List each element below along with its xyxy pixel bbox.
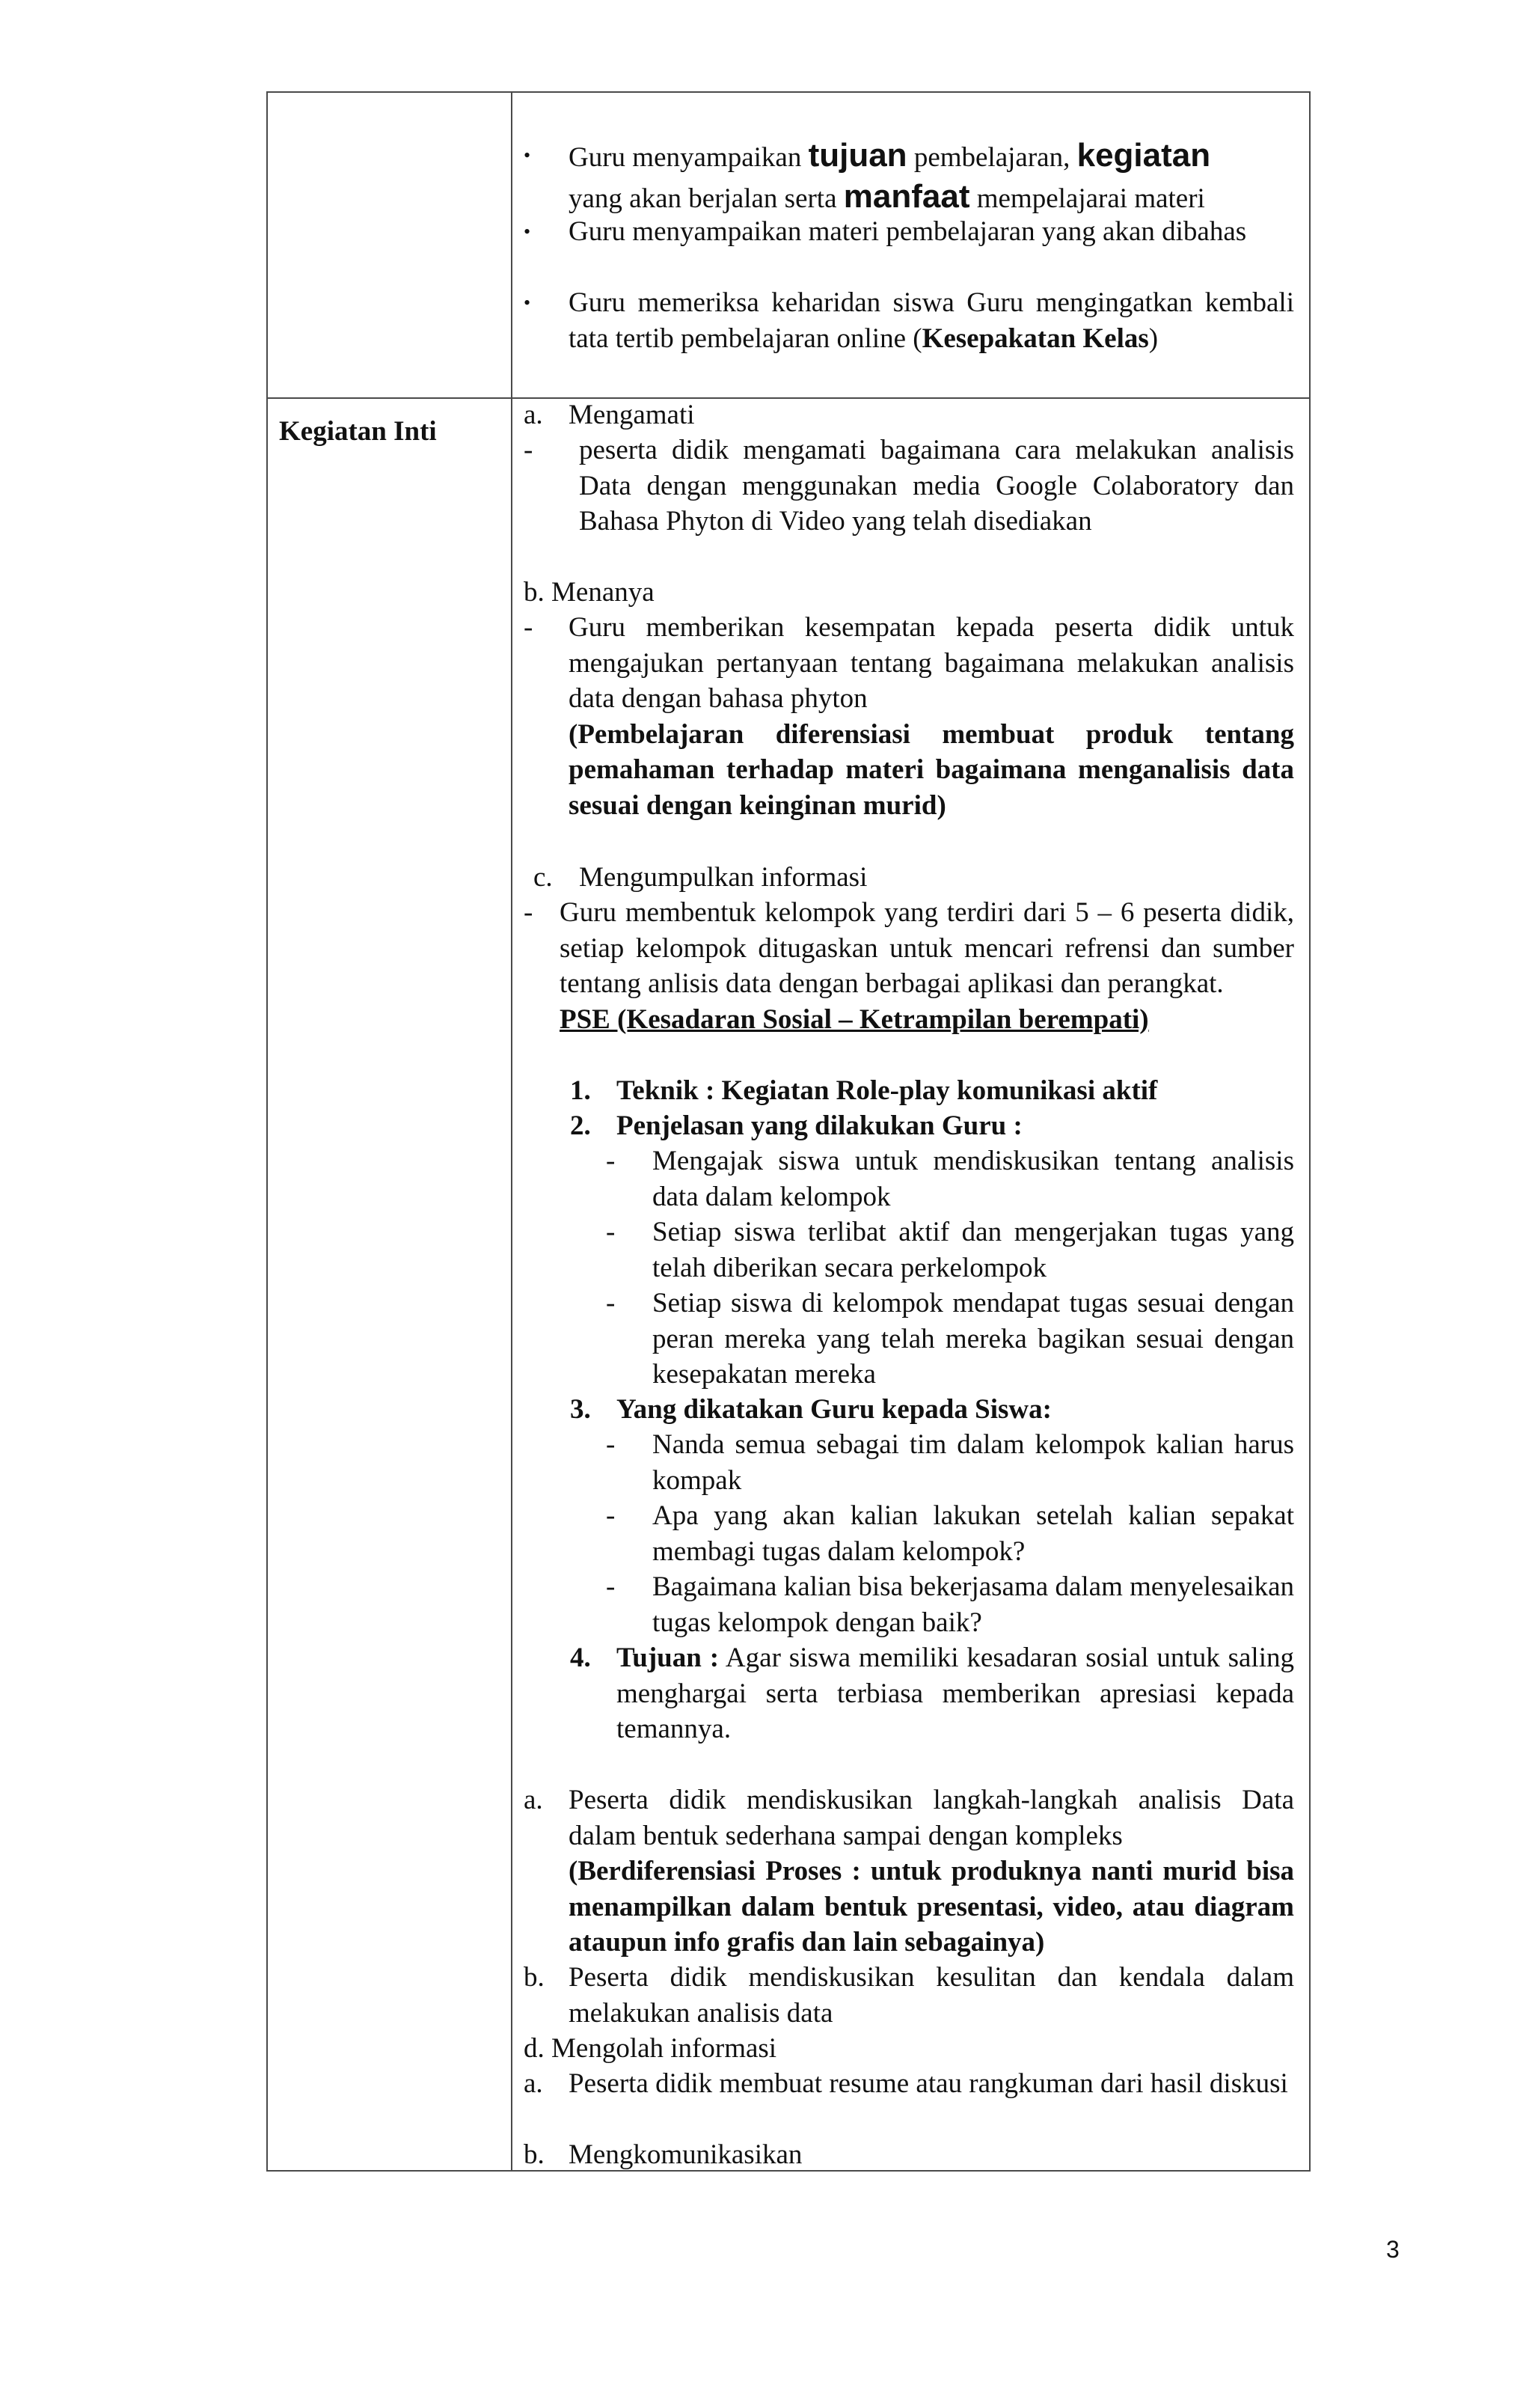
list-item: - Setiap siswa terlibat aktif dan mengerjakan tugas yang telah diberikan secara perkelompok xyxy=(524,1214,1294,1286)
list-item: - Mengajak siswa untuk mendiskusikan tentang analisis data dalam kelompok xyxy=(524,1143,1294,1214)
list-item: - Nanda semua sebagai tim dalam kelompok kalian harus kompak xyxy=(524,1427,1294,1498)
keyword-tujuan: tujuan xyxy=(808,137,907,174)
dash-icon: - xyxy=(606,1288,616,1318)
bullet-icon: • xyxy=(524,292,531,314)
bullet-item-materi: • Guru menyampaikan materi pembelajaran yang akan dibahas xyxy=(524,214,1294,250)
bullet-icon: • xyxy=(524,144,531,166)
dash-icon: - xyxy=(606,1146,616,1176)
section-title: Mengumpulkan informasi xyxy=(579,862,868,893)
bullet-item-tujuan: • Guru menyampaikan tujuan pembelajaran, kegiatan yang akan berjalan serta manfaat mempelajarai materi xyxy=(524,137,1211,215)
list-item: - Bagaimana kalian bisa bekerjasama dalam menyelesaikan tugas kelompok dengan baik? xyxy=(524,1569,1294,1640)
keyword-manfaat: manfaat xyxy=(843,178,970,215)
section-menanya: b. Menanya xyxy=(524,577,655,608)
mengumpulkan-item: - Guru membentuk kelompok yang terdiri dari 5 – 6 peserta didik, setiap kelompok ditugaskan untuk mencari refrensi dan sumber tentang anlisis data dengan berbagai aplikasi dan perangkat. PSE (Kesadaran Sosial – Ketrampilan berempati) xyxy=(524,895,1294,1037)
bullet-item-kehadiran: • Guru memeriksa keharidan siswa Guru mengingatkan kembali tata tertib pembelajaran online (Kesepakatan Kelas) xyxy=(524,285,1294,356)
section-mengolah: d. Mengolah informasi xyxy=(524,2033,777,2064)
mengamati-item: - peserta didik mengamati bagaimana cara melakukan analisis Data dengan menggunakan media Google Colaboratory dan Bahasa Phyton di Video yang telah disediakan xyxy=(524,433,1294,540)
pse-heading: PSE (Kesadaran Sosial – Ketrampilan berempati) xyxy=(560,1003,1149,1035)
dash-icon: - xyxy=(606,1500,616,1531)
list-item: - Apa yang akan kalian lakukan setelah kalian sepakat membagi tugas dalam kelompok? xyxy=(524,1498,1294,1569)
dash-icon: - xyxy=(606,1571,616,1602)
diferensiasi-proses-note: (Berdiferensiasi Proses : untuk produknya nanti murid bisa menampilkan dalam bentuk presentasi, video, atau diagram ataupun info grafis dan lain sebagainya) xyxy=(569,1856,1294,1958)
mengolah-item: a. Peserta didik membuat resume atau rangkuman dari hasil diskusi xyxy=(524,2068,1288,2099)
page-number: 3 xyxy=(1386,2236,1400,2263)
diskusi-item-kesulitan: b. Peserta didik mendiskusikan kesulitan dan kendala dalam melakukan analisis data xyxy=(524,1962,1294,2029)
dash-icon: - xyxy=(524,435,533,465)
dash-icon: - xyxy=(524,612,533,643)
dash-icon: - xyxy=(606,1429,616,1460)
bullet-icon: • xyxy=(524,221,531,242)
pse-item-tujuan: 4. Tujuan : Agar siswa memiliki kesadaran sosial untuk saling menghargai serta terbiasa memberikan apresiasi kepada temannya. xyxy=(570,1642,1294,1744)
row-label-kegiatan-inti: Kegiatan Inti xyxy=(279,416,437,447)
column-divider xyxy=(511,91,512,2170)
menanya-item: - Guru memberikan kesempatan kepada peserta didik untuk mengajukan pertanyaan tentang bagaimana melakukan analisis data dengan bahasa phyton (Pembelajaran diferensiasi membuat produk tentang pemahaman terhadap materi bagaimana menganalisis data sesuai dengan keinginan murid) xyxy=(524,610,1294,823)
keyword-kegiatan: kegiatan xyxy=(1076,137,1211,174)
list-item: - Setiap siswa di kelompok mendapat tugas sesuai dengan peran mereka yang telah mereka bagikan sesuai dengan kesepakatan mereka xyxy=(524,1286,1294,1392)
diferensiasi-note: (Pembelajaran diferensiasi membuat produk tentang pemahaman terhadap materi bagaimana menganalisis data sesuai dengan keinginan murid) xyxy=(569,718,1294,821)
dash-icon: - xyxy=(524,897,533,928)
diskusi-item-langkah: a. Peserta didik mendiskusikan langkah-langkah analisis Data dalam bentuk sederhana sampai dengan kompleks (Berdiferensiasi Proses : untuk produknya nanti murid bisa menampilkan dalam bentuk presentasi, video, atau diagram ataupun info grafis dan lain sebagainya) xyxy=(524,1782,1294,1961)
dikatakan-list xyxy=(524,1427,1294,1640)
row-divider xyxy=(266,397,1309,399)
dash-icon: - xyxy=(606,1217,616,1247)
section-title: Mengamati xyxy=(569,400,695,430)
penjelasan-list xyxy=(524,1143,1294,1392)
